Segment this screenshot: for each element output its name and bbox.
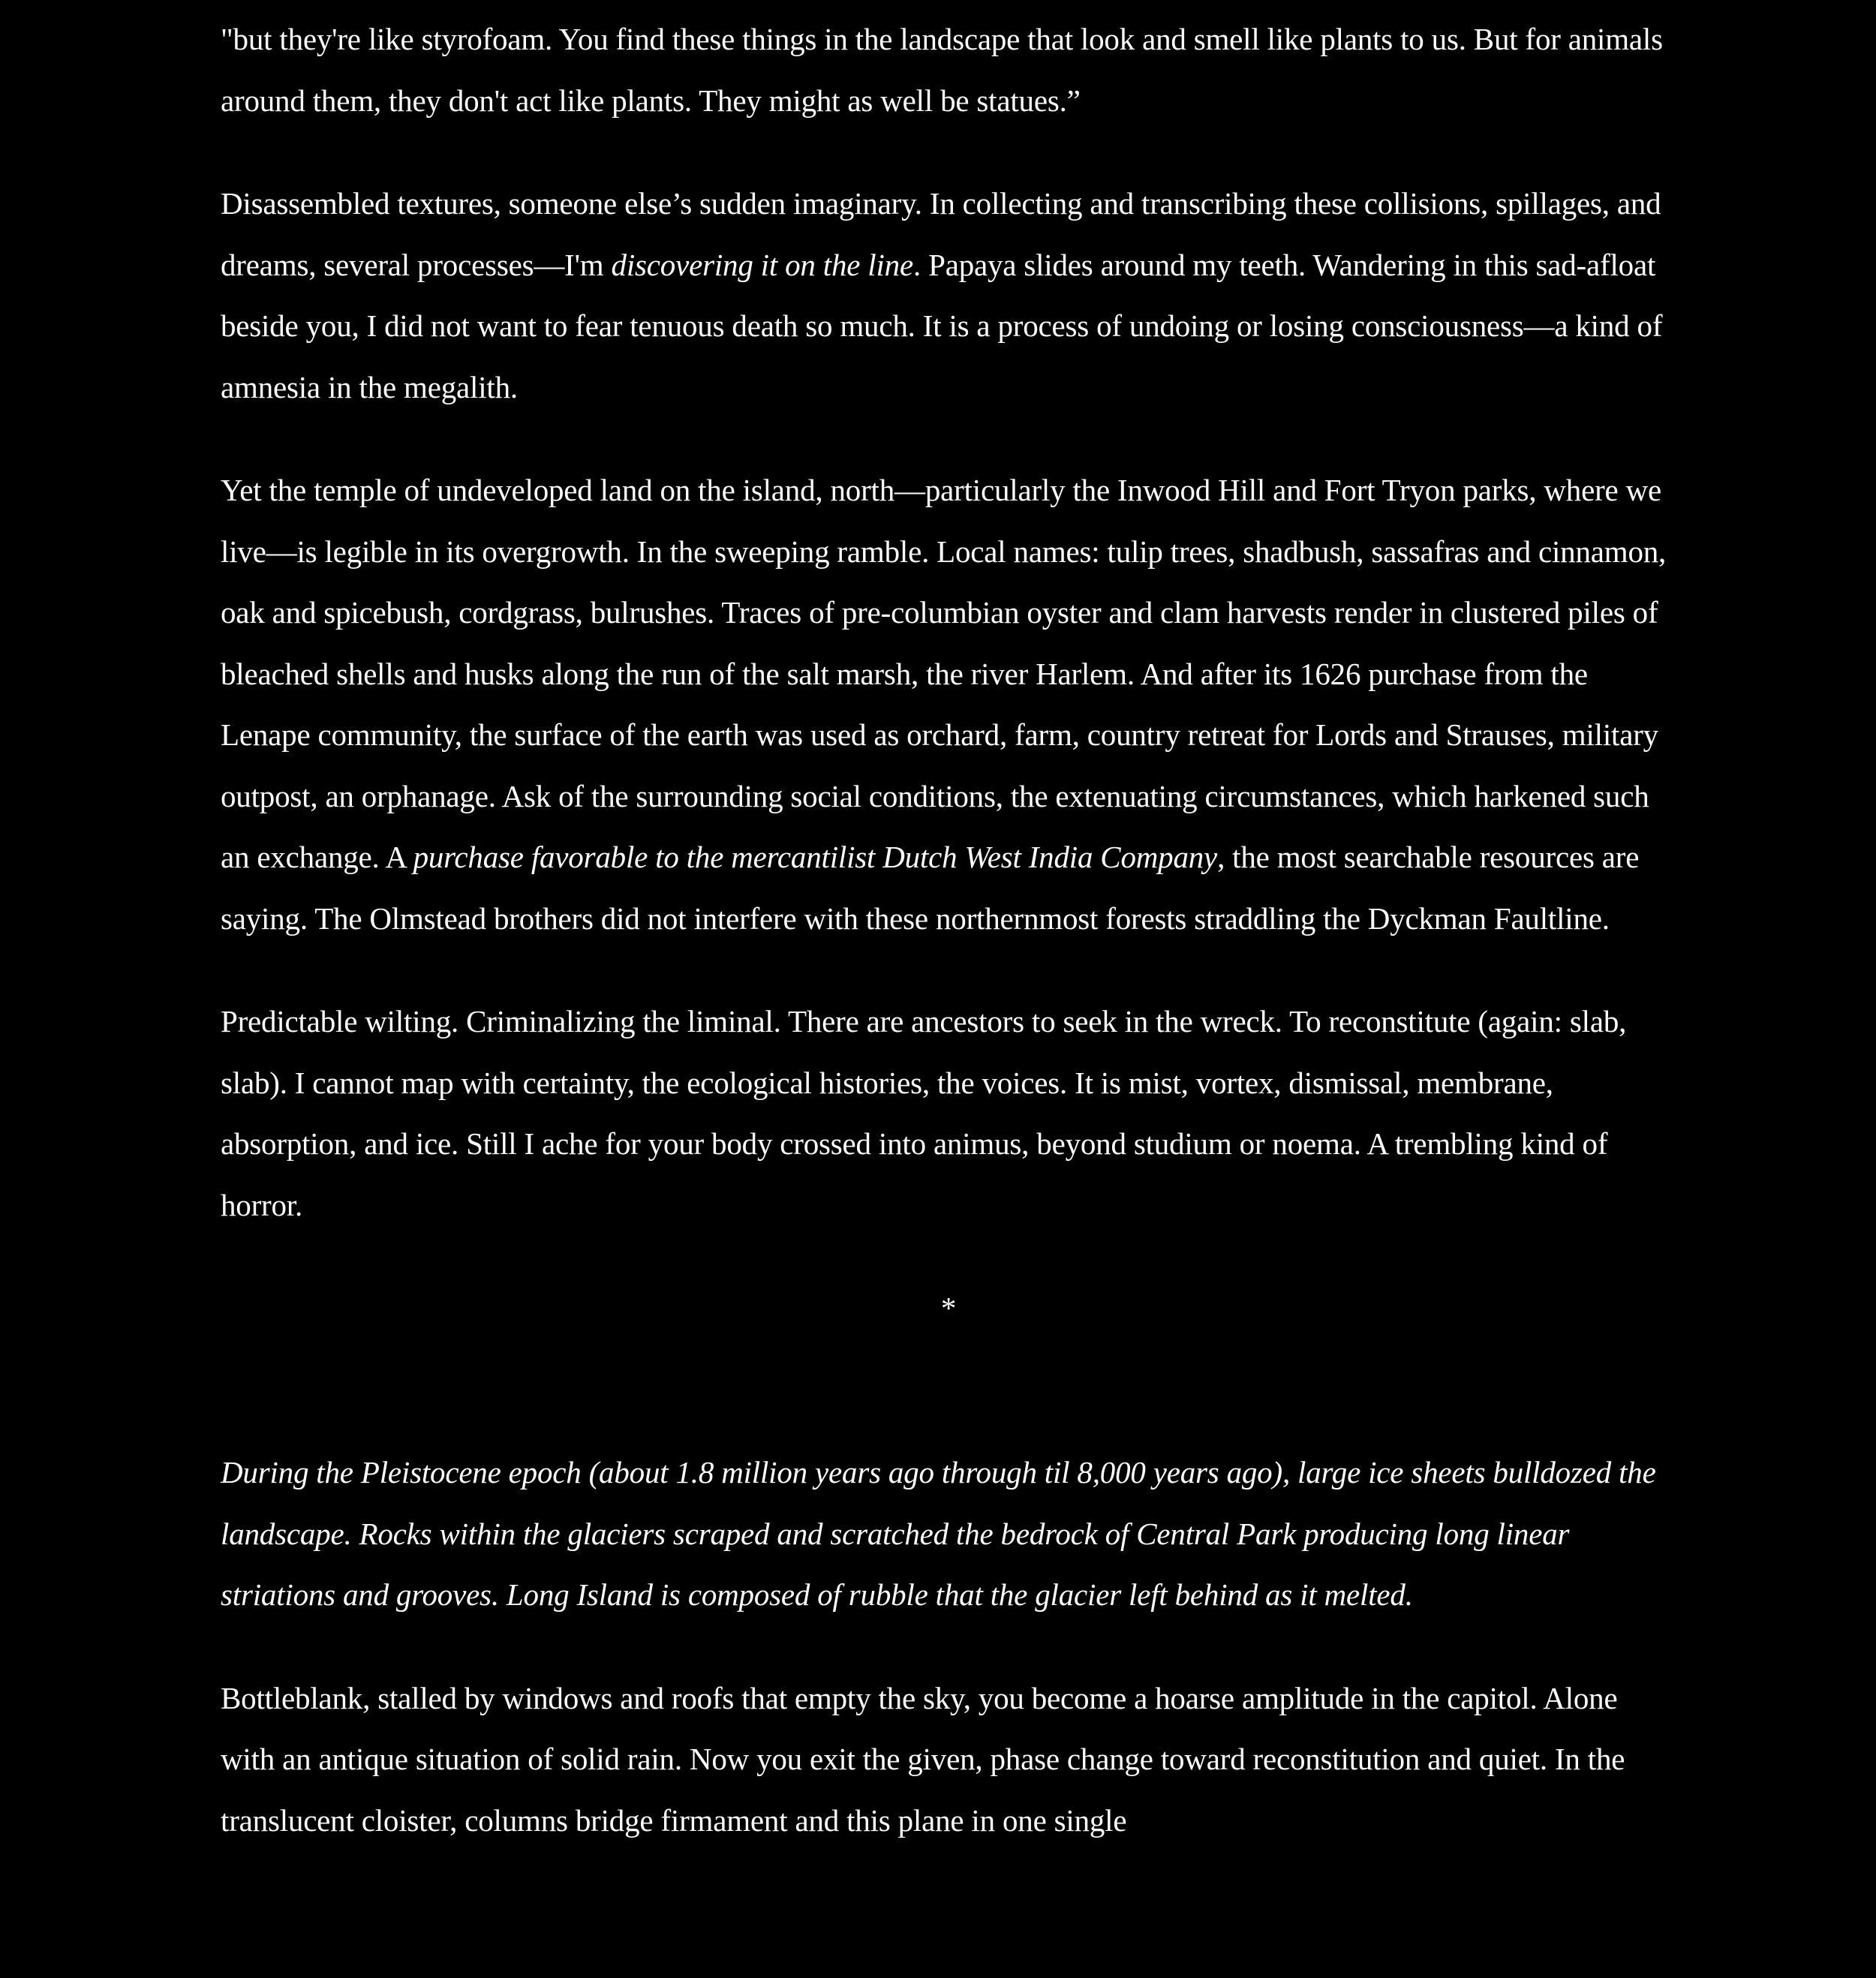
paragraph-text: During the Pleistocene epoch (about 1.8 million years ago through til 8,000 years ago), large ice sheets bulldozed the landscape. Rocks within the glaciers scraped and scratched the bedrock of Central Park producing long linear striations and grooves. Long Island is composed of rubble that the glacier left behind as it melted. [221,1455,1656,1612]
paragraph-text: . Papaya slides around my teeth. Wandering in this sad-afloat beside you, I did not want to fear tenuous death so much. It is a process of undoing or losing consciousness—a kind of amnesia in the megalith. [221,247,1663,404]
paragraph-text: Yet the temple of undeveloped land on the island, north—particularly the Inwood Hill and Fort Tryon parks, where we live—is legible in its overgrowth. In the sweeping ramble. Local names: tulip trees, shadbush, sassafras and cinnamon, oak and spicebush, cordgrass, bulrushes. Traces of pre-columbian oyster and clam harvests render in clustered piles of bleached shells and husks along the run of the salt marsh, the river Harlem. And after its 1626 purchase from the Lenape community, the surface of the earth was used as orchard, farm, country retreat for Lords and Strauses, military outpost, an orphanage. Ask of the surrounding social conditions, the extenuating circumstances, which harkened such an exchange. A [221,473,1667,874]
article-body [221,9,1676,1893]
section-divider-asterisk: * [940,1291,957,1325]
paragraph-bottleblank [221,1668,1676,1852]
paragraph-pleistocene-italic [221,1442,1676,1626]
paragraph-text: "but they're like styrofoam. You find these things in the landscape that look and smell like plants to us. But for animals around them, they don't act like plants. They might as well be statues.” [221,22,1663,118]
italic-phrase: purchase favorable to the mercantilist Dutch West India Company [413,840,1218,874]
paragraph-styrofoam-quote [221,9,1676,131]
paragraph-text: Predictable wilting. Criminalizing the liminal. There are ancestors to seek in the wreck. To reconstitute (again: slab, slab). I cannot map with certainty, the ecological histories, the voices. It is mist, vortex, dismissal, membrane, absorption, and ice. Still I ache for your body crossed into animus, beyond studium or noema. A trembling kind of horror. [221,1004,1627,1222]
paragraph-undeveloped-land [221,460,1676,949]
paragraph-disassembled-textures [221,173,1676,418]
paragraph-text: , the most searchable resources are saying. The Olmstead brothers did not interfere with these northernmost forests straddling the Dyckman Faultline. [221,840,1640,936]
paragraph-predictable-wilting [221,991,1676,1236]
paragraph-text: Bottleblank, stalled by windows and roofs that empty the sky, you become a hoarse amplitude in the capitol. Alone with an antique situation of solid rain. Now you exit the given, phase change toward reconstitution and quiet. In the translucent cloister, columns bridge firmament and this plane in one single [221,1680,1625,1838]
paragraph-text: Disassembled textures, someone else’s sudden imaginary. In collecting and transcribing these collisions, spillages, and dreams, several processes—I'm [221,186,1661,282]
italic-phrase: discovering it on the line [611,247,913,282]
